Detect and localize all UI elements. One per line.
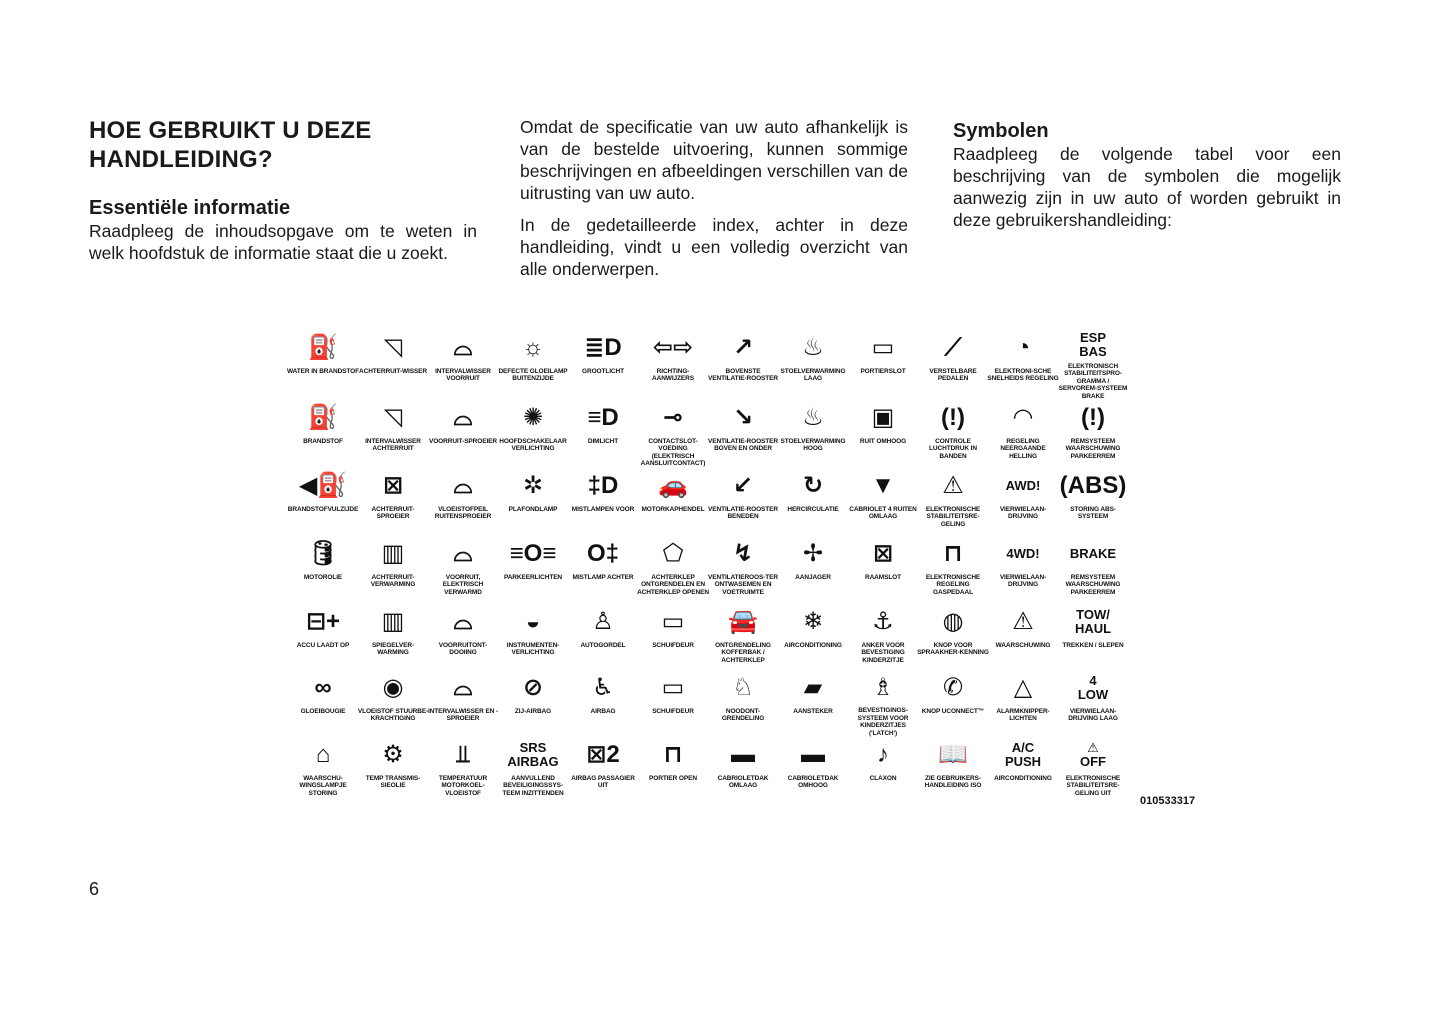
symbol-cell [988,536,1058,604]
sliding-door-icon: ▭ [661,608,685,635]
figure-code: 010533317 [1140,795,1196,807]
high-beam-icon: ≣D [584,334,622,361]
symbol-label: GROOTLICHT [582,368,624,375]
essential-info-heading: Essentiële informatie [89,197,291,219]
awd-icon: AWD! [1005,478,1041,493]
symbol-label: ZIE GEBRUIKERS-HANDLEIDING ISO [924,775,982,790]
symbol-cell [988,400,1058,468]
horn-icon: ♪ [877,741,889,768]
manual-icon: 📖 [938,741,968,768]
power-steering-icon: ◉ [382,674,404,701]
symbol-cell [638,536,708,604]
symbol-cell [708,536,778,604]
symbols-heading: Symbolen [953,120,1049,142]
symbol-cell [918,468,988,536]
symbol-cell [778,536,848,604]
symbol-label: AIRBAG PASSAGIER UIT [571,775,635,790]
symbols-table [288,330,1128,803]
symbol-cell [988,737,1058,803]
upper-vent-icon: ↗ [732,334,754,361]
lower-vent-icon: ↙ [732,472,754,499]
symbol-cell [498,468,568,536]
symbol-label: SPIEGELVER-WARMING [371,642,415,657]
symbol-cell [568,604,638,670]
symbol-cell [918,400,988,468]
tow-haul-icon: TOW/ HAUL [1074,607,1112,636]
battery-icon: ⊟+ [305,608,341,635]
symbol-cell [498,670,568,737]
middle-column [520,116,908,280]
rear-wiper-icon: ◹ [383,334,403,361]
brake-text-icon: BRAKE [1069,546,1117,561]
symbol-label: VIERWIELAAN-DRIJVING [999,574,1047,589]
window-up-icon: ▣ [871,404,895,431]
symbol-cell [918,604,988,670]
ac-push-icon: A/C PUSH [1004,740,1042,769]
esp-bas-icon: ESP BAS [1079,330,1107,360]
symbol-cell [568,670,638,737]
symbol-cell [1058,400,1128,468]
stability-off-icon: ⚠ OFF [1080,740,1106,769]
symbol-cell [568,330,638,400]
symbol-label: AANJAGER [795,574,831,581]
symbol-label: REGELING NEERGAANDE HELLING [1000,438,1046,460]
symbol-label: VENTILATIE-ROOSTER BENEDEN [708,506,778,521]
glow-plug-icon: ∞ [314,674,332,701]
symbol-cell [498,330,568,400]
symbol-cell [848,536,918,604]
symbol-label: GLOEIBOUGIE [300,708,346,715]
symbol-cell [1058,670,1128,737]
symbol-cell [848,670,918,737]
symbol-cell [1058,737,1128,803]
symbol-cell [358,330,428,400]
symbol-label: ACHTERRUIT-SPROEIER [371,506,415,521]
symbol-label: PORTIERSLOT [860,368,906,375]
symbol-label: WATER IN BRANDSTOF [287,368,359,375]
symbol-label: VERSTELBARE PEDALEN [929,368,977,383]
symbol-cell [638,737,708,803]
symbol-label: CLAXON [869,775,897,782]
seat-heat-low-icon: ♨ [802,334,824,361]
airbag-icon: ♿ [592,674,614,701]
right-column [953,116,1341,231]
symbol-cell [428,468,498,536]
low-beam-icon: ≡D [587,404,619,431]
symbol-label: MISTLAMP ACHTER [572,574,634,581]
symbol-cell [848,604,918,670]
symbols-intro: Raadpleeg de volgende tabel voor een beschrijving van de symbolen die mogelijk aanwezig zijn in uw auto of worden gebruikt in deze gebruikershandleiding: [953,144,1341,230]
throttle-control-icon: ⊓ [943,540,963,567]
symbol-cell [568,536,638,604]
oil-can-icon: 🛢 [307,540,339,567]
check-engine-icon: ⌂ [315,741,331,768]
symbol-label: SCHUIFDEUR [652,708,694,715]
symbol-label: BRANDSTOF [303,438,343,445]
symbol-label: VENTILATIE-ROOSTER BOVEN EN ONDER [708,438,778,453]
symbol-label: AUTOGORDEL [580,642,626,649]
stability-control-icon: ⚠ [942,472,964,499]
glow-lamp-icon: ☼ [522,334,544,361]
adjustable-pedals-icon: ⟋ [944,334,962,361]
symbol-label: KNOP UCONNECT™ [921,708,985,715]
symbol-cell [638,670,708,737]
symbol-cell [428,737,498,803]
recirculation-icon: ↻ [802,472,824,499]
symbol-label: CABRIOLETDAK OMHOOG [787,775,839,790]
fuel-icon: ⛽ [308,404,338,431]
front-fog-icon: ‡D [587,472,619,499]
symbol-cell [568,400,638,468]
symbol-cell [988,468,1058,536]
symbol-label: INTERVALWISSER EN -SPROEIER [427,708,499,723]
symbol-label: KNOP VOOR SPRAAKHER-KENNING [917,642,989,657]
symbol-label: VOORRUITONT-DOOIING [438,642,488,657]
symbol-cell [428,536,498,604]
symbol-cell [358,400,428,468]
convertible-window-down-icon: ▼ [871,472,895,499]
seat-heat-high-icon: ♨ [802,404,824,431]
symbol-cell [428,670,498,737]
symbol-label: ACHTERRUIT-WISSER [359,368,427,375]
symbol-label: REMSYSTEEM WAARSCHUWING PARKEERREM [1065,438,1121,460]
symbol-cell [428,330,498,400]
symbol-cell [498,604,568,670]
symbol-label: ELEKTRONISCHE STABILITEITSRE-GELING UIT [1065,775,1121,797]
symbol-cell [638,330,708,400]
convertible-down-icon: ▬ [731,741,755,768]
seatbelt-icon: ♙ [592,608,614,635]
symbol-label: INTERVALWISSER ACHTERRUIT [365,438,421,453]
symbol-cell [848,737,918,803]
symbol-cell [638,400,708,468]
door-ajar-icon: ⊓ [663,741,683,768]
symbol-cell [288,330,358,400]
convertible-up-icon: ▬ [801,741,825,768]
symbol-cell [288,604,358,670]
symbol-cell [708,604,778,670]
symbol-label: ACCU LAADT OP [296,642,350,649]
symbol-cell [428,604,498,670]
symbol-label: STOELVERWARMING HOOG [780,438,846,453]
symbol-label: DIMLICHT [587,438,619,445]
tire-pressure-icon: (!) [941,404,965,431]
symbol-cell [568,737,638,803]
symbol-label: INTERVALWISSER VOORRUIT [435,368,491,383]
hill-descent-icon: ◠ [1013,404,1033,431]
fuel-door-icon: ◀⛽ [298,472,348,499]
symbol-cell [288,468,358,536]
symbol-label: HOOFDSCHAKELAAR VERLICHTING [499,438,567,453]
symbol-label: VIERWIELAAN-DRIJVING LAAG [1068,708,1118,723]
liftgate-icon: ⬠ [662,540,684,567]
symbol-cell [988,330,1058,400]
symbol-cell [358,737,428,803]
symbol-cell [358,604,428,670]
symbol-cell [708,400,778,468]
symbol-label: VIERWIELAAN-DRIJVING [999,506,1047,521]
latch-child-seat-icon: ♗ [872,673,894,701]
hood-icon: 🚗 [658,472,688,499]
symbol-label: AIRCONDITIONING [784,642,842,649]
symbol-cell [288,536,358,604]
symbol-cell [778,604,848,670]
hazard-icon: △ [1013,674,1033,701]
headlamp-switch-icon: ✺ [522,404,544,431]
dome-light-icon: ✲ [522,472,544,499]
symbol-label: ACHTERRUIT-VERWARMING [370,574,416,589]
4wd-icon: 4WD! [1006,546,1040,561]
symbol-label: CABRIOLET 4 RUITEN OMLAAG [849,506,917,521]
warning-triangle-icon: ⚠ [1012,608,1034,635]
symbol-cell [778,737,848,803]
interval-washer-icon: ⌓ [453,674,473,701]
trunk-release-icon: 🚘 [728,608,758,635]
brake-warning-icon: (!) [1081,404,1105,431]
symbol-cell [778,330,848,400]
symbol-label: HERCIRCULATIE [787,506,839,513]
symbol-label: INSTRUMENTEN-VERLICHTING [506,642,560,657]
essential-info-text: Raadpleeg de inhoudsopgave om te weten in welk hoofdstuk de informatie staat die u zoekt. [89,221,477,263]
symbol-label: VLOEISTOF STUURBE-KRACHTIGING [357,708,429,723]
symbol-label: CONTACTSLOT-VOEDING (ELEKTRISCH AANSLUITCONTACT) [640,438,706,468]
symbol-cell [988,604,1058,670]
vent-upper-lower-icon: ↘ [732,404,754,431]
sliding-door-2-icon: ▭ [661,674,685,701]
symbol-label: PLAFONDLAMP [508,506,558,513]
symbol-label: REMSYSTEEM WAARSCHUWING PARKEERREM [1065,574,1121,596]
front-defrost-icon: ⌓ [453,608,473,635]
interval-wiper-icon: ⌓ [453,334,473,361]
water-in-fuel-icon: ⛽ [308,334,338,361]
symbol-label: ELEKTRONISCHE STABILITEITSRE-GELING [925,506,981,528]
symbol-cell [358,670,428,737]
symbol-cell [288,400,358,468]
emergency-release-icon: ♘ [732,674,754,701]
symbol-cell [848,330,918,400]
symbol-cell [708,330,778,400]
cruise-control-icon: ◔ [1015,334,1031,361]
symbol-label: ALARMKNIPPER-LICHTEN [996,708,1050,723]
symbol-cell [708,737,778,803]
trans-temp-icon: ⚙ [382,741,404,768]
symbol-label: VOORRUIT, ELEKTRISCH VERWARMD [442,574,484,596]
symbol-label: WAARSCHU-WINGSLAMPJE STORING [299,775,347,797]
page-number: 6 [89,879,100,899]
uconnect-icon: ✆ [942,674,964,701]
symbol-cell [498,737,568,803]
windshield-washer-icon: ⌓ [453,404,473,431]
symbol-cell [918,536,988,604]
mirror-heat-icon: ▥ [381,608,405,635]
symbol-label: ANKER VOOR BEVESTIGING KINDERZITJE [861,642,905,664]
symbol-label: AIRCONDITIONING [994,775,1052,782]
washer-fluid-icon: ⌓ [453,472,473,499]
symbol-label: RAAMSLOT [864,574,902,581]
lighter-icon: ▰ [803,674,823,701]
symbol-label: VENTILATIEROOS-TER ONTWASEMEN EN VOETRUIMTE [708,574,778,596]
symbol-cell [498,536,568,604]
child-seat-anchor-icon: ⚓ [872,608,894,635]
symbol-label: TEMP TRANSMIS-SIEOLIE [365,775,421,790]
symbol-cell [288,737,358,803]
srs-airbag-icon: SRS AIRBAG [507,740,559,769]
4-low-icon: 4 LOW [1077,673,1109,702]
symbol-label: ELEKTRONI-SCHE SNELHEIDS REGELING [987,368,1059,383]
symbol-cell [1058,604,1128,670]
symbol-cell [778,468,848,536]
symbol-label: CABRIOLETDAK OMLAAG [717,775,769,790]
symbol-label: MOTORKAPHENDEL [641,506,705,513]
symbol-label: NOODONT-GRENDELING [721,708,765,723]
fan-icon: ✢ [802,540,824,567]
instrument-lighting-icon: ◒ [525,608,541,635]
vent-defrost-icon: ↯ [732,540,754,567]
symbol-label: ELEKTRONISCHE REGELING GASPEDAAL [925,574,981,596]
symbol-cell [638,468,708,536]
window-lock-icon: ⊠ [872,540,894,567]
symbol-label: ACHTERKLEP ONTGRENDELEN EN ACHTERKLEP OPENEN [637,574,709,596]
symbol-cell [778,400,848,468]
symbol-label: VLOEISTOFPEIL RUITENSPROEIER [434,506,492,521]
symbol-cell [358,536,428,604]
symbol-cell [498,400,568,468]
symbol-cell [1058,536,1128,604]
symbol-label: RICHTING-AANWIJZERS [652,368,694,383]
symbol-cell [848,400,918,468]
interval-rear-wiper-icon: ◹ [383,404,403,431]
symbol-cell [918,737,988,803]
symbol-cell [1058,468,1128,536]
symbol-label: AIRBAG [590,708,616,715]
symbol-cell [918,670,988,737]
symbol-cell [358,468,428,536]
symbol-cell [568,468,638,536]
symbol-label: TEMPERATUUR MOTORKOEL-VLOEISTOF [438,775,488,797]
air-conditioning-icon: ❄ [802,608,824,635]
side-airbag-icon: ⊘ [522,674,544,701]
symbol-label: SCHUIFDEUR [652,642,694,649]
symbol-label: TREKKEN / SLEPEN [1062,642,1124,649]
index-paragraph: In de gedetailleerde index, achter in deze handleiding, vindt u een volledig overzicht van alle onderwerpen. [520,215,908,279]
ignition-key-icon: ⊸ [662,404,684,431]
symbol-cell [708,468,778,536]
symbol-cell [638,604,708,670]
symbol-label: WAARSCHUWING [995,642,1051,649]
symbol-label: VOORRUIT-SPROEIER [428,438,497,445]
symbol-label: BRANDSTOFVULZIJDE [287,506,359,513]
heated-windshield-icon: ⌓ [453,540,473,567]
rear-defrost-icon: ▥ [381,540,405,567]
symbol-cell [428,400,498,468]
symbol-cell [918,330,988,400]
spec-paragraph: Omdat de specificatie van uw auto afhankelijk is van de bestelde uitvoering, kunnen sommige beschrijvingen en afbeeldingen verschillen van de uitrusting van uw auto. [520,117,908,203]
symbol-label: DEFECTE GLOEILAMP BUITENZIJDE [498,368,568,383]
symbol-label: STORING ABS-SYSTEEM [1070,506,1116,521]
symbol-label: ONTGRENDELING KOFFERBAK / ACHTERKLEP [715,642,771,664]
abs-icon: (ABS) [1059,472,1127,499]
symbol-label: AANVULLEND BEVEILIGINGSSYS-TEEM INZITTENDEN [502,775,564,797]
symbol-label: ELEKTRONISCH STABILITEITSPRO-GRAMMA / SERVOREM-SYSTEEM BRAKE [1058,362,1128,400]
symbol-cell [708,670,778,737]
symbol-label: PARKEERLICHTEN [503,574,563,581]
symbol-cell [1058,330,1128,400]
symbol-cell [778,670,848,737]
symbol-label: CONTROLE LUCHTDRUK IN BANDEN [929,438,977,460]
symbol-label: RUIT OMHOOG [859,438,907,445]
page-title: HOE GEBRUIKT U DEZE HANDLEIDING? [89,117,372,173]
symbol-label: PORTIER OPEN [649,775,697,782]
parking-lights-icon: ≡O≡ [509,540,557,567]
door-lock-icon: ▭ [871,334,895,361]
symbol-label: MOTOROLIE [303,574,343,581]
symbol-cell [988,670,1058,737]
rear-fog-icon: O‡ [586,540,619,567]
turn-signal-icon: ⇦⇨ [652,334,694,361]
coolant-temp-icon: ⫫ [456,741,470,768]
symbol-cell [848,468,918,536]
symbol-label: AANSTEKER [793,708,833,715]
passenger-airbag-off-icon: ⊠2 [586,741,620,768]
voice-command-icon: ◍ [942,608,964,635]
symbol-cell [288,670,358,737]
rear-washer-icon: ⊠ [382,472,404,499]
symbol-label: BEVESTIGINGS-SYSTEEM VOOR KINDERZITJES ('LATCH') [857,707,909,737]
symbol-label: BOVENSTE VENTILATIE-ROOSTER [708,368,778,383]
symbol-label: STOELVERWARMING LAAG [780,368,846,383]
left-column [89,116,477,264]
symbol-label: MISTLAMPEN VOOR [571,506,635,513]
symbol-label: ZIJ-AIRBAG [514,708,552,715]
